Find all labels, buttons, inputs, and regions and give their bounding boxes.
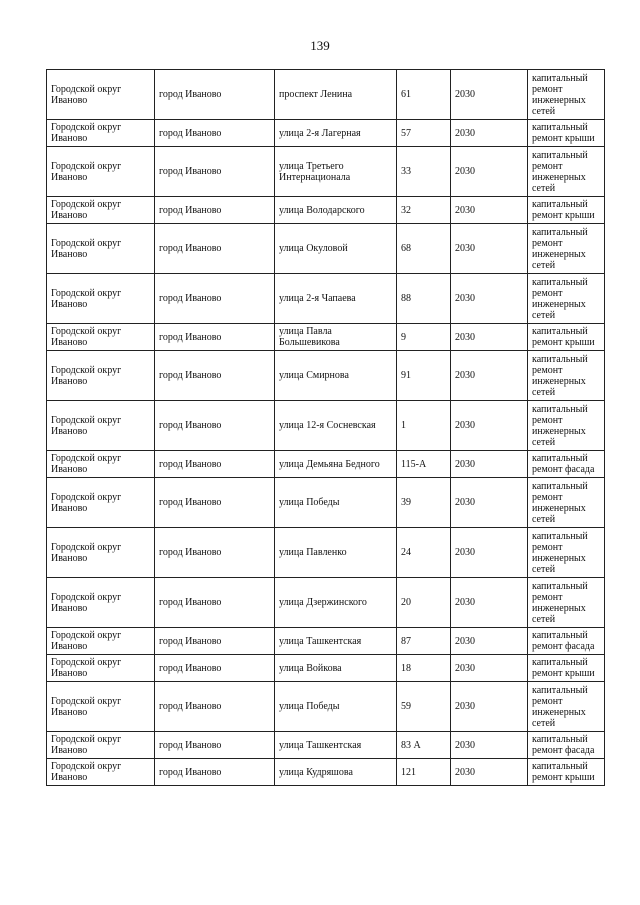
city-cell: город Иваново [155, 197, 275, 224]
house-cell: 87 [397, 628, 451, 655]
house-cell: 9 [397, 324, 451, 351]
year-cell: 2030 [451, 351, 528, 401]
year-cell: 2030 [451, 324, 528, 351]
house-cell: 115-А [397, 451, 451, 478]
year-cell: 2030 [451, 759, 528, 786]
work-type-cell: капитальный ремонт крыши [528, 120, 605, 147]
table-row [47, 682, 605, 732]
year-cell: 2030 [451, 451, 528, 478]
work-type-cell: капитальный ремонт крыши [528, 197, 605, 224]
year-cell: 2030 [451, 478, 528, 528]
okrug-cell: Городской округ Иваново [47, 528, 155, 578]
work-type-cell: капитальный ремонт инженерных сетей [528, 351, 605, 401]
table-row [47, 478, 605, 528]
year-cell: 2030 [451, 578, 528, 628]
street-cell: улица Третьего Интернационала [275, 147, 397, 197]
city-cell: город Иваново [155, 351, 275, 401]
house-cell: 83 А [397, 732, 451, 759]
table-row [47, 274, 605, 324]
house-cell: 88 [397, 274, 451, 324]
year-cell: 2030 [451, 274, 528, 324]
work-type-cell: капитальный ремонт инженерных сетей [528, 528, 605, 578]
table-row [47, 120, 605, 147]
work-type-cell: капитальный ремонт инженерных сетей [528, 70, 605, 120]
table-row [47, 70, 605, 120]
okrug-cell: Городской округ Иваново [47, 451, 155, 478]
city-cell: город Иваново [155, 224, 275, 274]
year-cell: 2030 [451, 197, 528, 224]
city-cell: город Иваново [155, 682, 275, 732]
city-cell: город Иваново [155, 759, 275, 786]
house-cell: 121 [397, 759, 451, 786]
house-cell: 91 [397, 351, 451, 401]
table-row [47, 147, 605, 197]
work-type-cell: капитальный ремонт фасада [528, 628, 605, 655]
city-cell: город Иваново [155, 70, 275, 120]
street-cell: улица 2-я Чапаева [275, 274, 397, 324]
year-cell: 2030 [451, 147, 528, 197]
okrug-cell: Городской округ Иваново [47, 732, 155, 759]
work-type-cell: капитальный ремонт фасада [528, 451, 605, 478]
year-cell: 2030 [451, 224, 528, 274]
street-cell: улица Кудряшова [275, 759, 397, 786]
street-cell: улица Дзержинского [275, 578, 397, 628]
okrug-cell: Городской округ Иваново [47, 120, 155, 147]
okrug-cell: Городской округ Иваново [47, 197, 155, 224]
street-cell: улица Победы [275, 682, 397, 732]
table-row [47, 655, 605, 682]
street-cell: улица Смирнова [275, 351, 397, 401]
okrug-cell: Городской округ Иваново [47, 655, 155, 682]
city-cell: город Иваново [155, 578, 275, 628]
house-cell: 1 [397, 401, 451, 451]
okrug-cell: Городской округ Иваново [47, 401, 155, 451]
work-type-cell: капитальный ремонт инженерных сетей [528, 147, 605, 197]
okrug-cell: Городской округ Иваново [47, 578, 155, 628]
year-cell: 2030 [451, 70, 528, 120]
year-cell: 2030 [451, 732, 528, 759]
table-row [47, 197, 605, 224]
year-cell: 2030 [451, 682, 528, 732]
street-cell: улица Ташкентская [275, 628, 397, 655]
okrug-cell: Городской округ Иваново [47, 478, 155, 528]
city-cell: город Иваново [155, 451, 275, 478]
okrug-cell: Городской округ Иваново [47, 628, 155, 655]
table-row [47, 401, 605, 451]
repair-schedule-table [46, 69, 605, 786]
table-row [47, 578, 605, 628]
okrug-cell: Городской округ Иваново [47, 274, 155, 324]
city-cell: город Иваново [155, 324, 275, 351]
house-cell: 39 [397, 478, 451, 528]
table-row [47, 351, 605, 401]
street-cell: улица Павла Большевикова [275, 324, 397, 351]
street-cell: улица Окуловой [275, 224, 397, 274]
table-row [47, 324, 605, 351]
house-cell: 59 [397, 682, 451, 732]
city-cell: город Иваново [155, 732, 275, 759]
house-cell: 57 [397, 120, 451, 147]
street-cell: улица 2-я Лагерная [275, 120, 397, 147]
street-cell: проспект Ленина [275, 70, 397, 120]
city-cell: город Иваново [155, 655, 275, 682]
city-cell: город Иваново [155, 628, 275, 655]
table-row [47, 451, 605, 478]
okrug-cell: Городской округ Иваново [47, 224, 155, 274]
house-cell: 24 [397, 528, 451, 578]
okrug-cell: Городской округ Иваново [47, 70, 155, 120]
work-type-cell: капитальный ремонт инженерных сетей [528, 478, 605, 528]
okrug-cell: Городской округ Иваново [47, 147, 155, 197]
table-row [47, 732, 605, 759]
table-row [47, 759, 605, 786]
work-type-cell: капитальный ремонт инженерных сетей [528, 682, 605, 732]
table-row [47, 224, 605, 274]
year-cell: 2030 [451, 528, 528, 578]
house-cell: 32 [397, 197, 451, 224]
street-cell: улица Павленко [275, 528, 397, 578]
work-type-cell: капитальный ремонт инженерных сетей [528, 401, 605, 451]
street-cell: улица Войкова [275, 655, 397, 682]
house-cell: 33 [397, 147, 451, 197]
street-cell: улица Демьяна Бедного [275, 451, 397, 478]
street-cell: улица 12-я Сосневская [275, 401, 397, 451]
work-type-cell: капитальный ремонт крыши [528, 655, 605, 682]
city-cell: город Иваново [155, 147, 275, 197]
house-cell: 18 [397, 655, 451, 682]
okrug-cell: Городской округ Иваново [47, 324, 155, 351]
work-type-cell: капитальный ремонт инженерных сетей [528, 224, 605, 274]
year-cell: 2030 [451, 628, 528, 655]
house-cell: 20 [397, 578, 451, 628]
street-cell: улица Ташкентская [275, 732, 397, 759]
work-type-cell: капитальный ремонт фасада [528, 732, 605, 759]
city-cell: город Иваново [155, 528, 275, 578]
city-cell: город Иваново [155, 401, 275, 451]
city-cell: город Иваново [155, 274, 275, 324]
okrug-cell: Городской округ Иваново [47, 759, 155, 786]
street-cell: улица Победы [275, 478, 397, 528]
page-number: 139 [310, 38, 330, 53]
house-cell: 68 [397, 224, 451, 274]
work-type-cell: капитальный ремонт крыши [528, 324, 605, 351]
year-cell: 2030 [451, 120, 528, 147]
table-row [47, 528, 605, 578]
work-type-cell: капитальный ремонт крыши [528, 759, 605, 786]
work-type-cell: капитальный ремонт инженерных сетей [528, 274, 605, 324]
work-type-cell: капитальный ремонт инженерных сетей [528, 578, 605, 628]
city-cell: город Иваново [155, 120, 275, 147]
house-cell: 61 [397, 70, 451, 120]
year-cell: 2030 [451, 401, 528, 451]
okrug-cell: Городской округ Иваново [47, 351, 155, 401]
okrug-cell: Городской округ Иваново [47, 682, 155, 732]
year-cell: 2030 [451, 655, 528, 682]
city-cell: город Иваново [155, 478, 275, 528]
table-row [47, 628, 605, 655]
street-cell: улица Володарского [275, 197, 397, 224]
